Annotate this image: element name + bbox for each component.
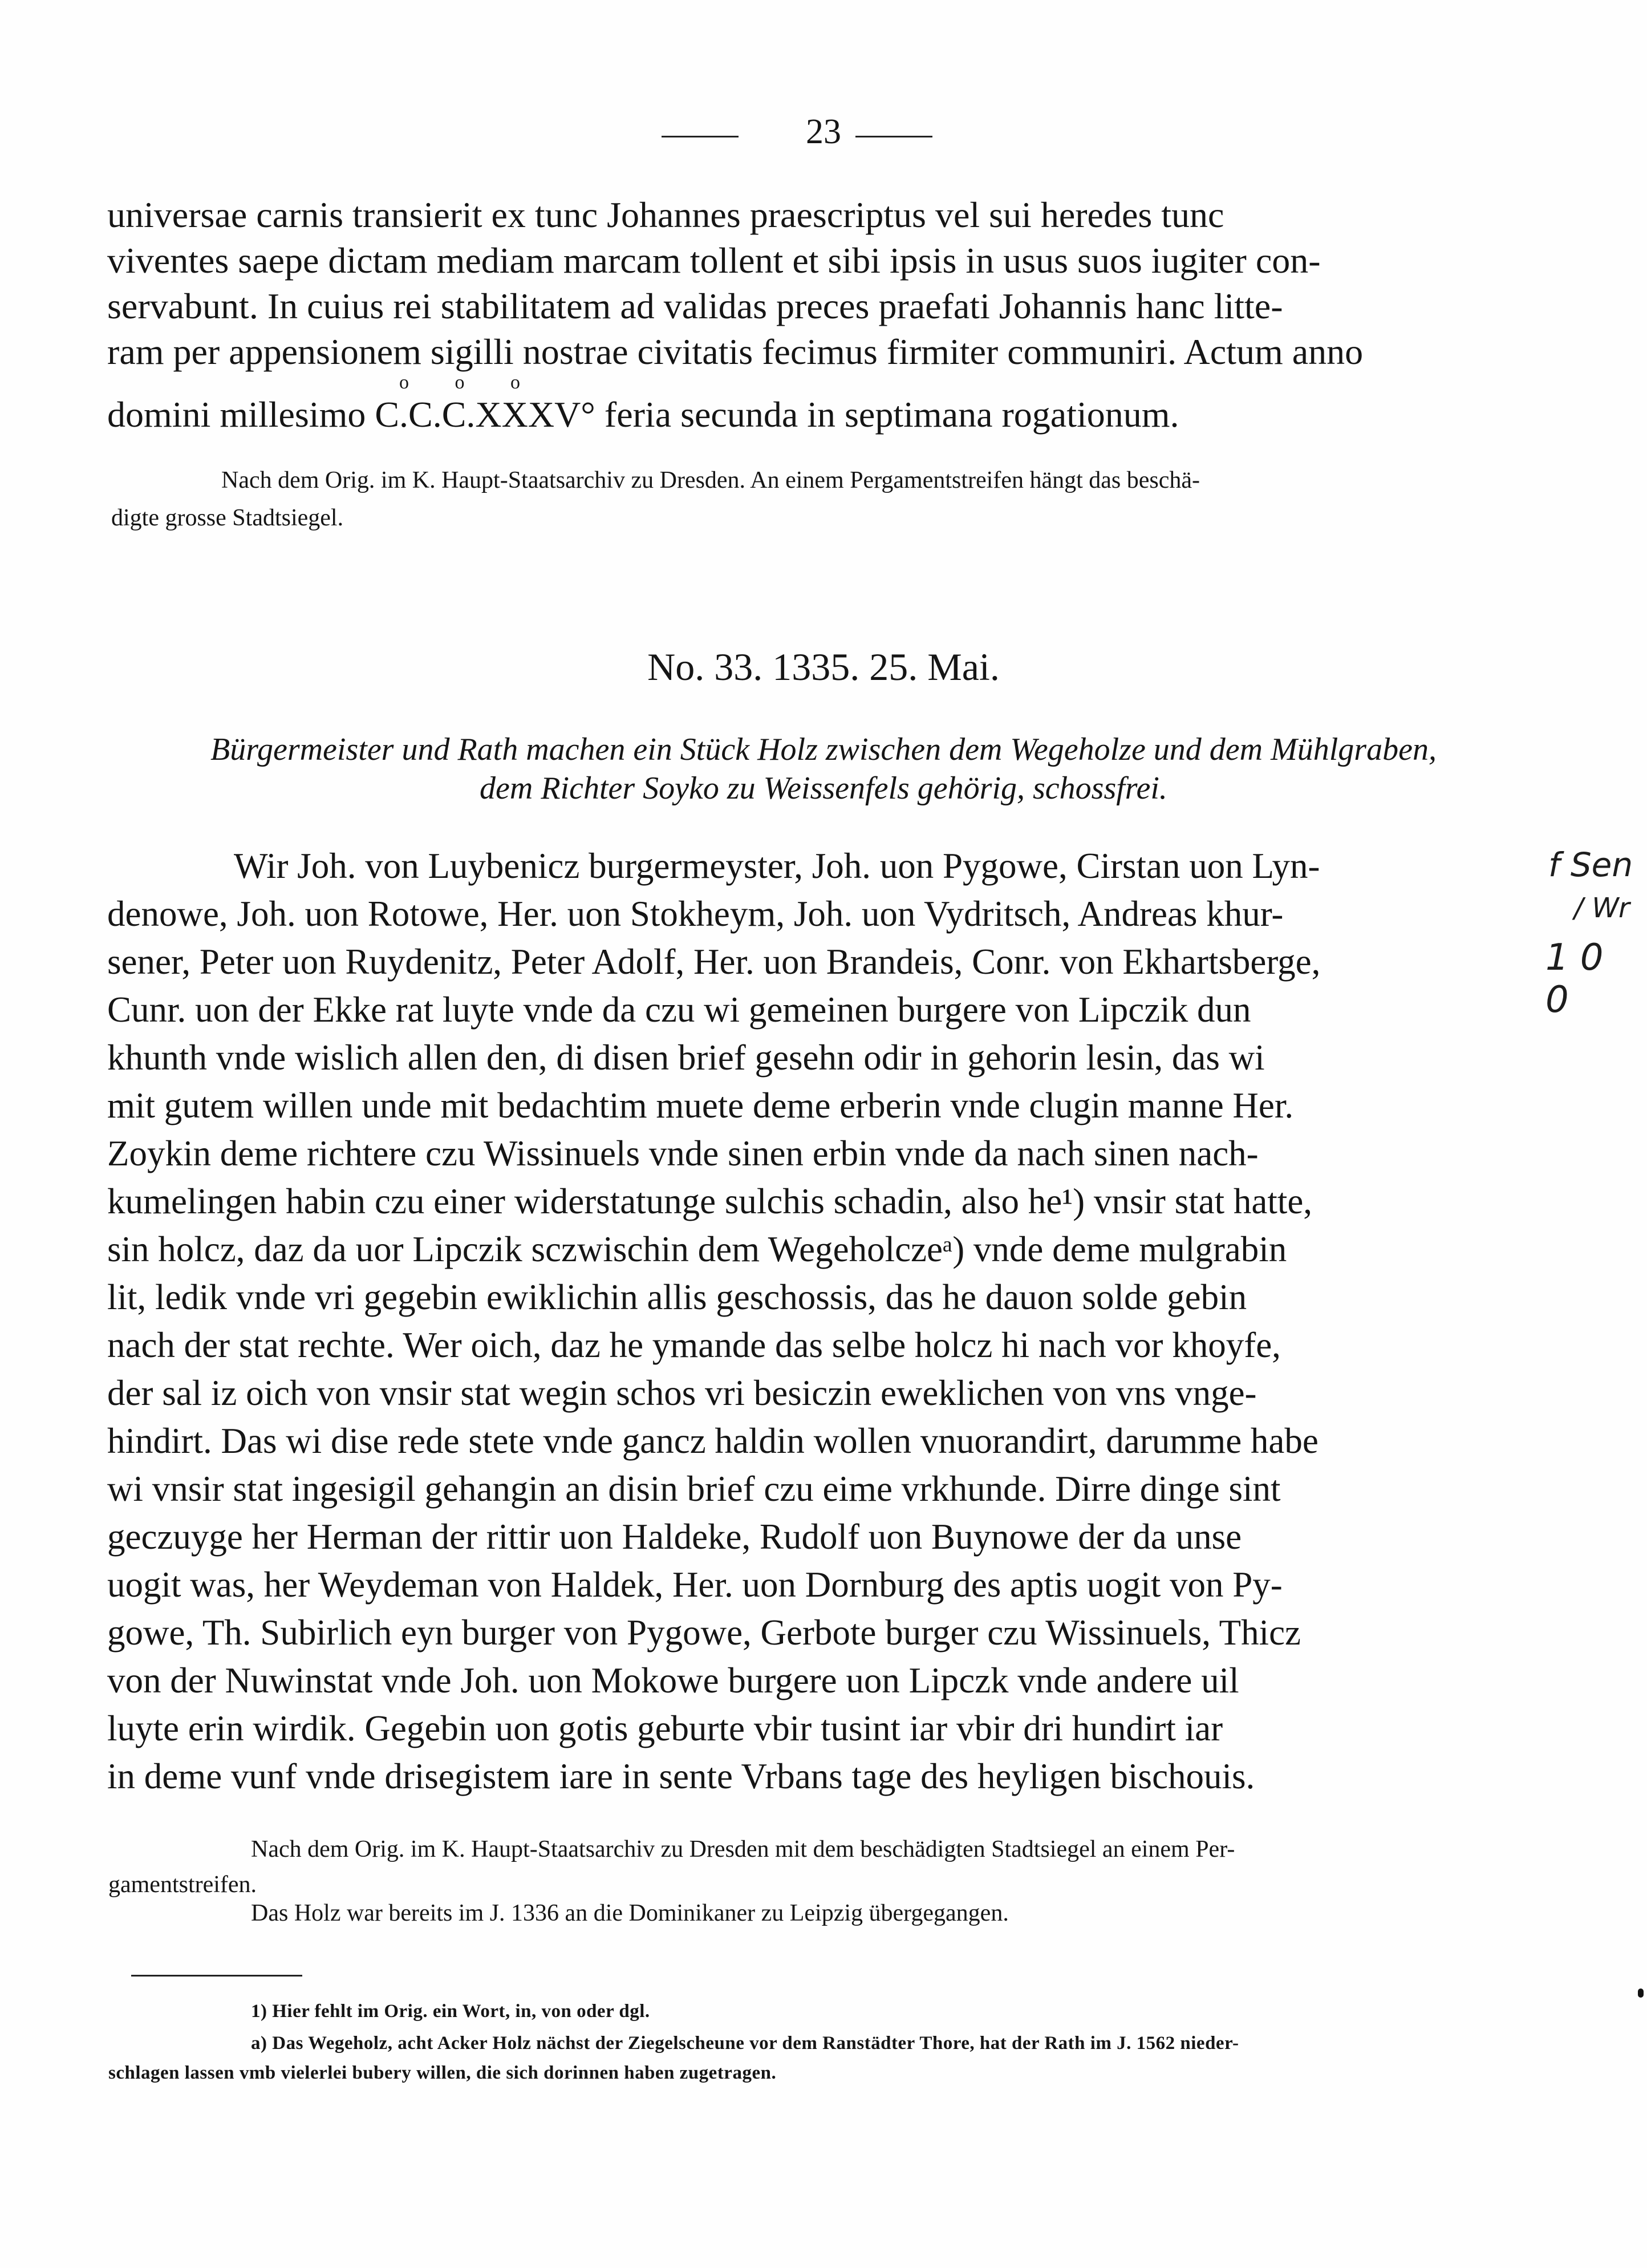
text-line: sin holcz, daz da uor Lipczik sczwischin dem Wegeholczeᵃ) vnde deme mulgrabin bbox=[107, 1229, 1287, 1269]
text-line: ram per appensionem sigilli nostrae civitatis fecimus firmiter communiri. Actum anno bbox=[107, 331, 1364, 372]
text-line: geczuyge her Herman der rittir uon Haldeke, Rudolf uon Buynowe der da unse bbox=[107, 1517, 1242, 1557]
header-rule-left bbox=[662, 136, 739, 137]
text-line: viventes saepe dictam mediam marcam tollent et sibi ipsis in usus suos iugiter con- bbox=[107, 240, 1321, 281]
footnote-line: schlagen lassen vmb vielerlei bubery willen, die sich dorinnen haben zugetragen. bbox=[108, 2063, 777, 2083]
margin-annotation: 10 0 bbox=[1545, 937, 1615, 1021]
page-number: 23 bbox=[806, 112, 841, 151]
text-line: Wir Joh. von Luybenicz burgermeyster, Joh. uon Pygowe, Cirstan uon Lyn- bbox=[234, 846, 1320, 886]
text-line: nach der stat rechte. Wer oich, daz he ymande das selbe holcz hi nach vor khoyfe, bbox=[107, 1325, 1281, 1365]
source-note-line: gamentstreifen. bbox=[108, 1872, 257, 1898]
margin-annotation: / Wr bbox=[1574, 892, 1630, 924]
source-note-line: Nach dem Orig. im K. Haupt-Staatsarchiv zu Dresden. An einem Pergamentstreifen hängt das beschä- bbox=[221, 467, 1200, 493]
text-line: in deme vunf vnde drisegistem iare in sente Vrbans tage des heyligen bischouis. bbox=[107, 1756, 1255, 1796]
text-line: wi vnsir stat ingesigil gehangin an disin brief czu eime vrkhunde. Dirre dinge sint bbox=[107, 1469, 1281, 1509]
source-note-line: digte grosse Stadtsiegel. bbox=[111, 505, 344, 531]
superscript-marks: o o o bbox=[399, 372, 541, 393]
text-line: von der Nuwinstat vnde Joh. uon Mokowe burgere uon Lipczk vnde andere uil bbox=[107, 1660, 1239, 1700]
text-line: gowe, Th. Subirlich eyn burger von Pygowe, Gerbote burger czu Wissinuels, Thicz bbox=[107, 1613, 1301, 1653]
scan-speck bbox=[1638, 1988, 1644, 1998]
text-line: mit gutem willen unde mit bedachtim muete deme erberin vnde clugin manne Her. bbox=[107, 1086, 1294, 1125]
source-note-line: Das Holz war bereits im J. 1336 an die Dominikaner zu Leipzig übergegangen. bbox=[251, 1900, 1009, 1926]
source-note-line: Nach dem Orig. im K. Haupt-Staatsarchiv zu Dresden mit dem beschädigten Stadtsiegel an einem Per- bbox=[251, 1836, 1235, 1862]
text-line: Zoykin deme richtere czu Wissinuels vnde sinen erbin vnde da nach sinen nach- bbox=[107, 1133, 1259, 1173]
regest-line: Bürgermeister und Rath machen ein Stück Holz zwischen dem Wegeholze und dem Mühlgraben, bbox=[210, 732, 1437, 767]
text-line: luyte erin wirdik. Gegebin uon gotis geburte vbir tusint iar vbir dri hundirt iar bbox=[107, 1708, 1223, 1748]
header-rule-right bbox=[855, 136, 932, 137]
text-line: kumelingen habin czu einer widerstatunge sulchis schadin, also he¹) vnsir stat hatte, bbox=[107, 1181, 1313, 1221]
regest-line: dem Richter Soyko zu Weissenfels gehörig, schossfrei. bbox=[480, 771, 1167, 806]
text-line: uogit was, her Weydeman von Haldek, Her. uon Dornburg des aptis uogit von Py- bbox=[107, 1565, 1283, 1605]
text-line: domini millesimo C.C.C.XXXV° feria secunda in septimana rogationum. bbox=[107, 394, 1179, 435]
footnote-line: a) Das Wegeholz, acht Acker Holz nächst der Ziegelscheune vor dem Ranstädter Thore, hat der Rath im J. 1562 nieder- bbox=[251, 2033, 1239, 2054]
footnote-line: 1) Hier fehlt im Orig. ein Wort, in, von oder dgl. bbox=[251, 2001, 650, 2022]
text-line: Cunr. uon der Ekke rat luyte vnde da czu wi gemeinen burgere von Lipczik dun bbox=[107, 990, 1251, 1030]
text-line: universae carnis transierit ex tunc Johannes praescriptus vel sui heredes tunc bbox=[107, 195, 1224, 235]
text-line: der sal iz oich von vnsir stat wegin schos vri besiczin eweklichen von vns vnge- bbox=[107, 1373, 1257, 1413]
margin-annotation: f Sen bbox=[1548, 845, 1633, 884]
document-heading: No. 33. 1335. 25. Mai. bbox=[647, 645, 1000, 688]
footnote-rule bbox=[131, 1975, 302, 1977]
text-line: denowe, Joh. uon Rotowe, Her. uon Stokheym, Joh. uon Vydritsch, Andreas khur- bbox=[107, 894, 1284, 934]
text-line: khunth vnde wislich allen den, di disen brief gesehn odir in gehorin lesin, das wi bbox=[107, 1038, 1265, 1078]
text-line: lit, ledik vnde vri gegebin ewiklichin allis geschossis, das he dauon solde gebin bbox=[107, 1277, 1247, 1317]
text-line: servabunt. In cuius rei stabilitatem ad validas preces praefati Johannis hanc litte- bbox=[107, 286, 1283, 326]
text-line: hindirt. Das wi dise rede stete vnde gancz haldin wollen vnuorandirt, darumme habe bbox=[107, 1421, 1319, 1461]
text-line: sener, Peter uon Ruydenitz, Peter Adolf, Her. uon Brandeis, Conr. von Ekhartsberge, bbox=[107, 942, 1321, 982]
